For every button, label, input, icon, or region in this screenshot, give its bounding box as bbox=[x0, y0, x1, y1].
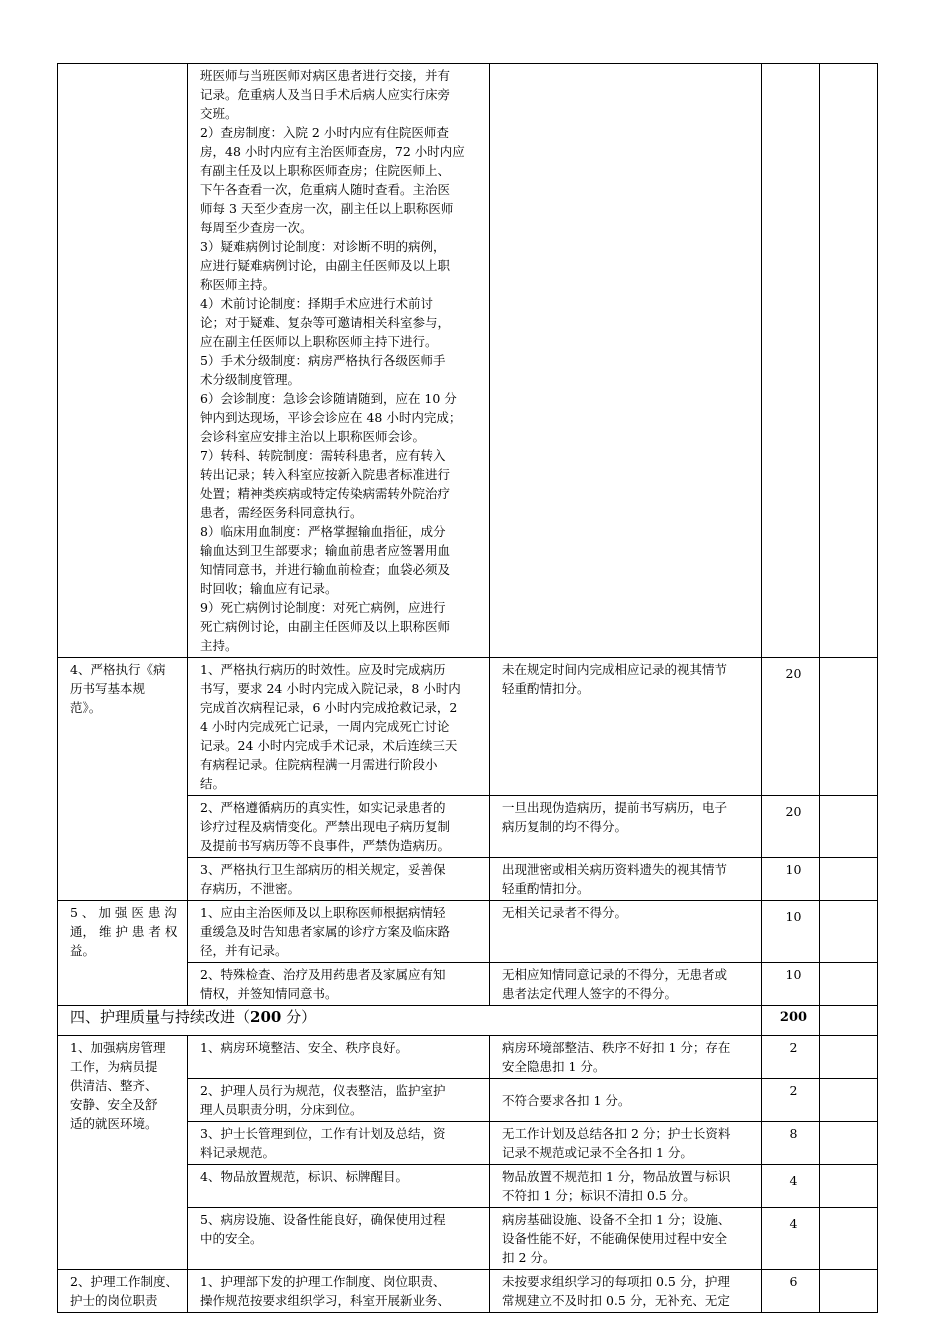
text-line: 4、物品放置规范，标识、标牌醒目。 bbox=[200, 1169, 408, 1184]
text-line: 无相关记录者不得分。 bbox=[502, 905, 628, 920]
text-line: 房，48 小时内应有主治医师查房，72 小时内应 bbox=[200, 144, 465, 159]
text-line: 中的安全。 bbox=[200, 1231, 263, 1246]
text-line: 1、病房环境整洁、安全、秩序良好。 bbox=[200, 1040, 408, 1055]
remark-cell bbox=[820, 1165, 878, 1208]
text-line: 记录。24 小时内完成手术记录，术后连续三天 bbox=[200, 738, 458, 753]
text-line: 主持。 bbox=[200, 638, 238, 653]
deduction-cell bbox=[490, 858, 762, 901]
text-line: 5 、 加 强 医 患 沟 bbox=[70, 905, 177, 920]
text-line: 应进行疑难病例讨论，由副主任医师及以上职 bbox=[200, 258, 451, 273]
requirement-cell bbox=[188, 64, 490, 658]
section-total-score: 200 bbox=[762, 1006, 820, 1036]
criteria-cell bbox=[58, 1036, 188, 1270]
requirement-cell bbox=[188, 901, 490, 963]
text-line: 不符扣 1 分；标识不清扣 0.5 分。 bbox=[502, 1188, 696, 1203]
text-line: 工作，为病员提 bbox=[70, 1059, 158, 1074]
table-row bbox=[58, 658, 878, 796]
remark-cell bbox=[820, 963, 878, 1006]
text-line: 师每 3 天至少查房一次，副主任以上职称医师 bbox=[200, 201, 454, 216]
text-line: 死亡病例讨论，由副主任医师及以上职称医师 bbox=[200, 619, 451, 634]
text-line: 会诊科室应安排主治以上职称医师会诊。 bbox=[200, 429, 426, 444]
score-cell: 2 bbox=[762, 1079, 820, 1122]
deduction-cell bbox=[490, 64, 762, 658]
score-cell: 2 bbox=[762, 1036, 820, 1079]
text-line: 6）会诊制度：急诊会诊随请随到，应在 10 分 bbox=[200, 391, 457, 406]
text-line: 出现泄密或相关病历资料遗失的视其情节 bbox=[502, 862, 728, 877]
text-line: 设备性能不好，不能确保使用过程中安全 bbox=[502, 1231, 728, 1246]
requirement-cell bbox=[188, 1079, 490, 1122]
score-cell: 10 bbox=[762, 858, 820, 901]
text-line: 处置；精神类疾病或特定传染病需转外院治疗 bbox=[200, 486, 451, 501]
text-line: 有病程记录。住院病程满一月需进行阶段小 bbox=[200, 757, 438, 772]
text-line: 2）查房制度：入院 2 小时内应有住院医师查 bbox=[200, 125, 449, 140]
text-line: 2、特殊检查、治疗及用药患者及家属应有知 bbox=[200, 967, 446, 982]
text-line: 有副主任及以上职称医师查房；住院医师上、 bbox=[200, 163, 451, 178]
text-line: 钟内到达现场，平诊会诊应在 48 小时内完成； bbox=[200, 410, 462, 425]
deduction-cell bbox=[490, 1079, 762, 1122]
deduction-cell bbox=[490, 901, 762, 963]
remark-cell bbox=[820, 1270, 878, 1313]
table-row bbox=[58, 1270, 878, 1313]
text-line: 知情同意书，并进行输血前检查；血袋必须及 bbox=[200, 562, 451, 577]
text-line: 轻重酌情扣分。 bbox=[502, 681, 590, 696]
score-cell: 4 bbox=[762, 1208, 820, 1270]
text-line: 1、护理部下发的护理工作制度、岗位职责、 bbox=[200, 1274, 446, 1289]
text-line: 术分级制度管理。 bbox=[200, 372, 301, 387]
score-cell bbox=[762, 64, 820, 658]
requirement-cell bbox=[188, 1270, 490, 1313]
text-line: 未按要求组织学习的每项扣 0.5 分，护理 bbox=[502, 1274, 730, 1289]
text-line: 5）手术分级制度：病房严格执行各级医师手 bbox=[200, 353, 446, 368]
text-line: 2、护理人员行为规范，仪表整洁，监护室护 bbox=[200, 1083, 446, 1098]
text-line: 患者法定代理人签字的不得分。 bbox=[502, 986, 678, 1001]
text-line: 存病历，不泄密。 bbox=[200, 881, 301, 896]
text-line: 论；对于疑难、复杂等可邀请相关科室参与， bbox=[200, 315, 451, 330]
text-line: 称医师主持。 bbox=[200, 277, 276, 292]
text-line: 扣 2 分。 bbox=[502, 1250, 556, 1265]
deduction-cell bbox=[490, 1036, 762, 1079]
text-line: 应在副主任医师以上职称医师主持下进行。 bbox=[200, 334, 438, 349]
text-line: 通， 维 护 患 者 权 bbox=[70, 924, 178, 939]
criteria-cell bbox=[58, 658, 188, 901]
remark-cell bbox=[820, 901, 878, 963]
text-line: 结。 bbox=[200, 776, 226, 791]
section-title: 四、护理质量与持续改进（200 分） bbox=[58, 1006, 762, 1036]
text-line: 安全隐患扣 1 分。 bbox=[502, 1059, 606, 1074]
remark-cell bbox=[820, 1006, 878, 1036]
text-line: 1、严格执行病历的时效性。应及时完成病历 bbox=[200, 662, 446, 677]
deduction-cell bbox=[490, 963, 762, 1006]
remark-cell bbox=[820, 1079, 878, 1122]
text-line: 时回收；输血应有记录。 bbox=[200, 581, 338, 596]
deduction-cell bbox=[490, 658, 762, 796]
deduction-cell bbox=[490, 1165, 762, 1208]
text-line: 情权，并签知情同意书。 bbox=[200, 986, 338, 1001]
text-line: 病历复制的均不得分。 bbox=[502, 819, 628, 834]
text-line: 一旦出现伪造病历，提前书写病历，电子 bbox=[502, 800, 728, 815]
text-line: 病房基础设施、设备不全扣 1 分；设施、 bbox=[502, 1212, 731, 1227]
table-row bbox=[58, 901, 878, 963]
score-cell: 4 bbox=[762, 1165, 820, 1208]
remark-cell bbox=[820, 796, 878, 858]
text-line: 病房环境部整洁、秩序不好扣 1 分；存在 bbox=[502, 1040, 731, 1055]
text-line: 7）转科、转院制度：需转科患者，应有转入 bbox=[200, 448, 446, 463]
criteria-cell bbox=[58, 64, 188, 658]
score-cell: 10 bbox=[762, 901, 820, 963]
criteria-cell bbox=[58, 1270, 188, 1313]
text-line: 供清洁、整齐、 bbox=[70, 1078, 158, 1093]
requirement-cell bbox=[188, 1122, 490, 1165]
score-cell: 8 bbox=[762, 1122, 820, 1165]
text-line: 班医师与当班医师对病区患者进行交接，并有 bbox=[200, 68, 451, 83]
deduction-cell bbox=[490, 1208, 762, 1270]
text-line: 3、护士长管理到位，工作有计划及总结，资 bbox=[200, 1126, 446, 1141]
remark-cell bbox=[820, 1208, 878, 1270]
text-line: 4）术前讨论制度：择期手术应进行术前讨 bbox=[200, 296, 433, 311]
text-line: 患者，需经医务科同意执行。 bbox=[200, 505, 363, 520]
text-line: 益。 bbox=[70, 943, 96, 958]
table-row-continued bbox=[58, 64, 878, 658]
deduction-cell bbox=[490, 1270, 762, 1313]
text-line: 每周至少查房一次。 bbox=[200, 220, 313, 235]
requirement-cell bbox=[188, 858, 490, 901]
text-line: 3）疑难病例讨论制度：对诊断不明的病例， bbox=[200, 239, 446, 254]
remark-cell bbox=[820, 64, 878, 658]
text-line: 转出记录；转入科室应按新入院患者标准进行 bbox=[200, 467, 451, 482]
text-line: 记录不规范或记录不全各扣 1 分。 bbox=[502, 1145, 693, 1160]
text-line: 轻重酌情扣分。 bbox=[502, 881, 590, 896]
text-line: 重缓急及时告知患者家属的诊疗方案及临床路 bbox=[200, 924, 451, 939]
text-line: 不符合要求各扣 1 分。 bbox=[502, 1092, 631, 1108]
text-line: 理人员职责分明，分床到位。 bbox=[200, 1102, 363, 1117]
score-cell: 6 bbox=[762, 1270, 820, 1313]
remark-cell bbox=[820, 1036, 878, 1079]
requirement-cell bbox=[188, 963, 490, 1006]
text-line: 记录。危重病人及当日手术后病人应实行床旁 bbox=[200, 87, 451, 102]
evaluation-table bbox=[57, 63, 878, 1313]
text-line: 4 小时内完成死亡记录，一周内完成死亡讨论 bbox=[200, 719, 450, 734]
score-cell: 20 bbox=[762, 658, 820, 796]
text-line: 3、严格执行卫生部病历的相关规定，妥善保 bbox=[200, 862, 446, 877]
text-line: 料记录规范。 bbox=[200, 1145, 276, 1160]
text-line: 无相应知情同意记录的不得分，无患者或 bbox=[502, 967, 728, 982]
text-line: 交班。 bbox=[200, 106, 238, 121]
text-line: 径，并有记录。 bbox=[200, 943, 288, 958]
text-line: 及提前书写病历等不良事件，严禁伪造病历。 bbox=[200, 838, 451, 853]
requirement-cell bbox=[188, 796, 490, 858]
text-line: 2、护理工作制度、 bbox=[70, 1274, 178, 1289]
text-line: 8）临床用血制度：严格掌握输血指征，成分 bbox=[200, 524, 446, 539]
table-row bbox=[58, 1036, 878, 1079]
text-line: 常规建立不及时扣 0.5 分，无补充、无定 bbox=[502, 1293, 730, 1308]
deduction-cell bbox=[490, 796, 762, 858]
text-line: 历书写基本规 bbox=[70, 681, 146, 696]
text-line: 护士的岗位职责 bbox=[70, 1293, 158, 1308]
score-cell: 10 bbox=[762, 963, 820, 1006]
text-line: 4、严格执行《病 bbox=[70, 662, 166, 677]
text-line: 1、加强病房管理 bbox=[70, 1040, 166, 1055]
text-line: 适的就医环境。 bbox=[70, 1116, 158, 1131]
text-line: 操作规范按要求组织学习，科室开展新业务、 bbox=[200, 1293, 451, 1308]
requirement-cell bbox=[188, 1036, 490, 1079]
text-line: 无工作计划及总结各扣 2 分；护士长资料 bbox=[502, 1126, 731, 1141]
text-line: 9）死亡病例讨论制度：对死亡病例，应进行 bbox=[200, 600, 446, 615]
text-line: 安静、安全及舒 bbox=[70, 1097, 158, 1112]
text-line: 未在规定时间内完成相应记录的视其情节 bbox=[502, 662, 728, 677]
text-line: 物品放置不规范扣 1 分，物品放置与标识 bbox=[502, 1169, 731, 1184]
criteria-cell bbox=[58, 901, 188, 1006]
remark-cell bbox=[820, 1122, 878, 1165]
section-header-row bbox=[58, 1006, 878, 1036]
text-line: 输血达到卫生部要求；输血前患者应签署用血 bbox=[200, 543, 451, 558]
requirement-cell bbox=[188, 1208, 490, 1270]
text-line: 2、严格遵循病历的真实性，如实记录患者的 bbox=[200, 800, 446, 815]
text-line: 下午各查看一次，危重病人随时查看。主治医 bbox=[200, 182, 451, 197]
requirement-cell bbox=[188, 1165, 490, 1208]
remark-cell bbox=[820, 658, 878, 796]
text-line: 5、病房设施、设备性能良好，确保使用过程 bbox=[200, 1212, 446, 1227]
text-line: 诊疗过程及病情变化。严禁出现电子病历复制 bbox=[200, 819, 451, 834]
requirement-cell bbox=[188, 658, 490, 796]
text-line: 1、应由主治医师及以上职称医师根据病情轻 bbox=[200, 905, 446, 920]
text-line: 完成首次病程记录，6 小时内完成抢救记录，2 bbox=[200, 700, 458, 715]
text-line: 书写，要求 24 小时内完成入院记录，8 小时内 bbox=[200, 681, 461, 696]
text-line: 范》。 bbox=[70, 700, 102, 715]
remark-cell bbox=[820, 858, 878, 901]
deduction-cell bbox=[490, 1122, 762, 1165]
score-cell: 20 bbox=[762, 796, 820, 858]
